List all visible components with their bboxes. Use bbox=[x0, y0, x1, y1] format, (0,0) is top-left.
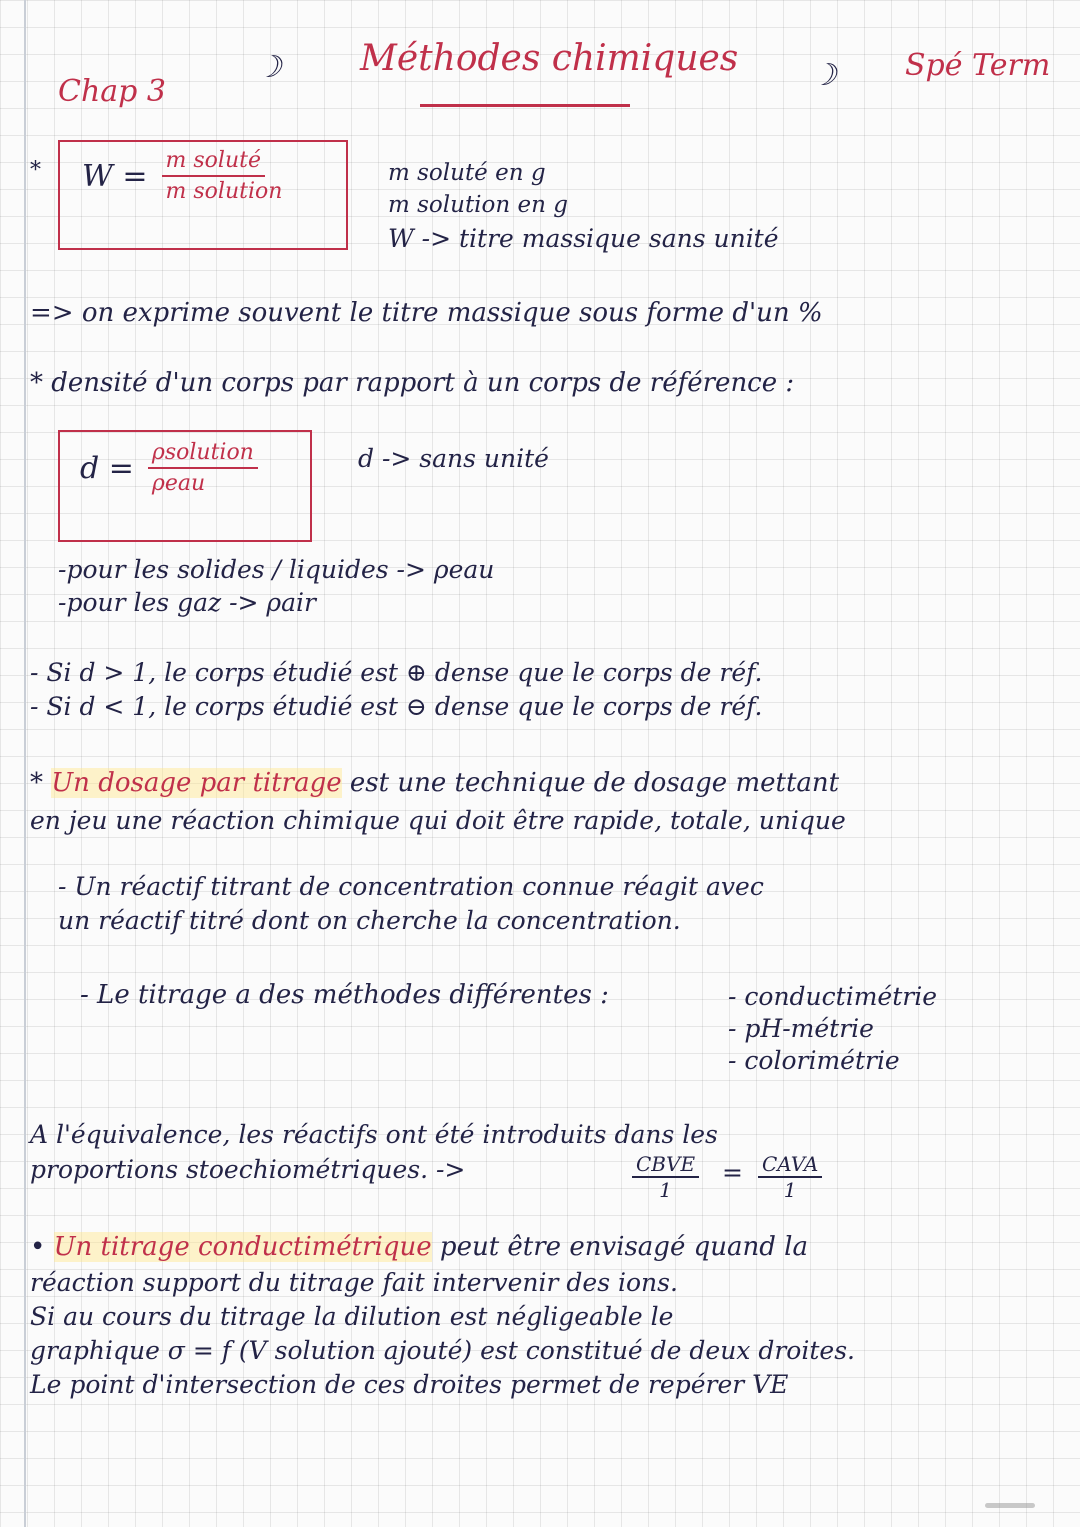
title-underline bbox=[420, 104, 630, 107]
formula-denominator: m solution bbox=[165, 179, 283, 204]
paragraph-line: un réactif titré dont on cherche la concentration. bbox=[58, 906, 681, 935]
moon-doodle: ☽ bbox=[810, 58, 837, 93]
paragraph-line: Si au cours du titrage la dilution est négligeable le bbox=[30, 1302, 674, 1331]
highlighted-term: Un titrage conductimétrique bbox=[53, 1232, 432, 1262]
paragraph-line bbox=[30, 1232, 808, 1262]
note-line: m solution en g bbox=[388, 192, 568, 218]
highlighted-term: Un dosage par titrage bbox=[51, 768, 342, 798]
fraction-denominator: 1 bbox=[659, 1178, 672, 1202]
paragraph-line: Le point d'intersection de ces droites permet de repérer VE bbox=[30, 1370, 789, 1399]
list-item: - Si d < 1, le corps étudié est ⊖ dense que le corps de réf. bbox=[30, 692, 763, 721]
text-line: => on exprime souvent le titre massique sous forme d'un % bbox=[30, 298, 823, 328]
equivalence-fraction-acid bbox=[758, 1152, 822, 1202]
note-line: d -> sans unité bbox=[358, 444, 549, 473]
page-title: Méthodes chimiques bbox=[360, 38, 739, 79]
paragraph-line: - Le titrage a des méthodes différentes : bbox=[80, 980, 609, 1010]
bullet-star: * bbox=[30, 158, 41, 183]
formula-numerator: ρsolution bbox=[148, 440, 258, 469]
text-line: * densité d'un corps par rapport à un corps de référence : bbox=[30, 368, 795, 398]
equals-sign: = bbox=[722, 1158, 743, 1187]
mass-fraction-formula bbox=[82, 148, 286, 204]
paragraph-line: A l'équivalence, les réactifs ont été introduits dans les bbox=[30, 1120, 718, 1149]
paragraph-line: proportions stoechiométriques. -> bbox=[30, 1155, 466, 1184]
fraction-numerator: CAVA bbox=[758, 1152, 822, 1178]
list-item: - Si d > 1, le corps étudié est ⊕ dense que le corps de réf. bbox=[30, 658, 763, 687]
list-item: -pour les solides / liquides -> ρeau bbox=[58, 555, 495, 584]
moon-doodle: ☽ bbox=[255, 50, 282, 85]
margin-line bbox=[24, 0, 26, 1527]
level-label: Spé Term bbox=[905, 48, 1051, 83]
chapter-label: Chap 3 bbox=[58, 74, 166, 109]
text-span: peut être envisagé quand la bbox=[439, 1232, 808, 1262]
bullet-star: * bbox=[30, 768, 43, 798]
formula-lhs: d = bbox=[80, 450, 134, 486]
list-item: - pH-métrie bbox=[728, 1014, 874, 1043]
formula-lhs: W = bbox=[82, 158, 148, 194]
paragraph-line bbox=[30, 768, 839, 798]
list-item: -pour les gaz -> ρair bbox=[58, 588, 316, 617]
formula-denominator: ρeau bbox=[151, 471, 206, 496]
list-item: - conductimétrie bbox=[728, 982, 937, 1011]
paragraph-line: réaction support du titrage fait intervenir des ions. bbox=[30, 1268, 678, 1297]
fraction-denominator: 1 bbox=[783, 1178, 797, 1202]
equivalence-fraction-base bbox=[632, 1152, 699, 1202]
paragraph-line: graphique σ = f (V solution ajouté) est constitué de deux droites. bbox=[30, 1336, 855, 1365]
note-line: W -> titre massique sans unité bbox=[388, 224, 779, 253]
text-span: est une technique de dosage mettant bbox=[349, 768, 840, 798]
formula-numerator: m soluté bbox=[162, 148, 265, 177]
list-item: - colorimétrie bbox=[728, 1046, 900, 1075]
fraction-numerator: CBVE bbox=[632, 1152, 699, 1178]
paper-smudge bbox=[985, 1503, 1035, 1508]
bullet-dot: • bbox=[30, 1232, 46, 1262]
note-line: m soluté en g bbox=[388, 160, 546, 186]
paragraph-line: - Un réactif titrant de concentration connue réagit avec bbox=[58, 872, 764, 901]
paragraph-line: en jeu une réaction chimique qui doit être rapide, totale, unique bbox=[30, 806, 846, 835]
density-formula bbox=[80, 440, 258, 496]
